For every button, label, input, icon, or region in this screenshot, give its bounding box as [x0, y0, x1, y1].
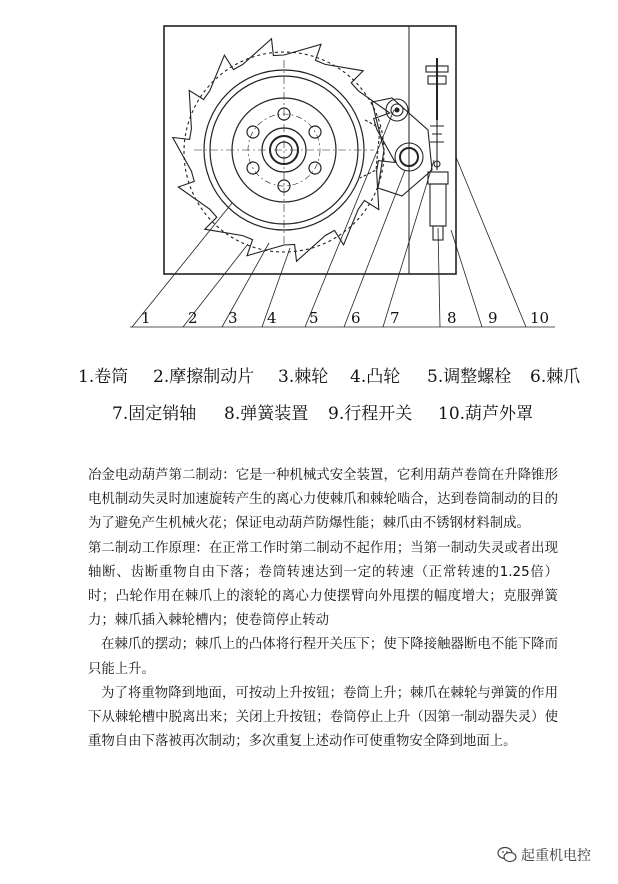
leader-lines	[130, 110, 555, 327]
callout-2: 2	[188, 309, 198, 327]
legend-item-limit-switch: 9.行程开关	[328, 404, 413, 424]
callout-7: 7	[390, 309, 400, 327]
legend-item-drum: 1.卷筒	[78, 367, 129, 387]
callout-6: 6	[351, 309, 361, 327]
callout-1: 1	[141, 309, 151, 327]
callout-8: 8	[447, 309, 457, 327]
callout-10: 10	[530, 309, 550, 327]
legend-item-pin: 7.固定销轴	[112, 404, 197, 424]
description-paragraph: 在棘爪的摆动；棘爪上的凸体将行程开关压下；使下降接触器断电不能下降而只能上升。	[88, 637, 558, 677]
legend-item-cam: 4.凸轮	[350, 367, 401, 387]
legend-item-ratchet: 3.棘轮	[278, 367, 329, 387]
description	[88, 464, 558, 754]
pawl-assembly	[360, 98, 432, 196]
spring-device	[426, 58, 448, 240]
legend-item-pawl: 6.棘爪	[530, 367, 581, 387]
description-paragraph: 为了将重物降到地面，可按动上升按钮；卷筒上升；棘爪在棘轮与弹簧的作用下从棘轮槽中脱离出来；关闭上升按钮；卷筒停止上升（因第一制动器失灵）使重物自由下落被再次制动；多次重复上述动作可使重物安全降到地面上。	[88, 685, 558, 750]
description-paragraph: 冶金电动葫芦第二制动：它是一种机械式安全装置，它利用葫芦卷筒在升降锥形电机制动失灵时加速旋转产生的离心力使棘爪和棘轮啮合，达到卷筒制动的目的为了避免产生机械火花；保证电动葫芦防爆性能；棘爪由不锈钢材料制成。	[88, 468, 558, 532]
callout-4: 4	[267, 309, 277, 327]
legend-item-cover: 10.葫芦外罩	[438, 404, 534, 424]
mechanism-drawing	[0, 0, 618, 340]
callout-9: 9	[488, 309, 498, 327]
callout-5: 5	[309, 309, 319, 327]
legend-item-friction-pad: 2.摩擦制动片	[153, 367, 255, 387]
description-paragraph: 第二制动工作原理：在正常工作时第二制动不起作用；当第一制动失灵或者出现轴断、齿断重物自由下落；卷筒转速达到一定的转速（正常转速的1.25倍）时；凸轮作用在棘爪上的滚轮的离心力使摆臂向外甩摆的幅度增大；克服弹簧力；棘爪插入棘轮槽内；使卷筒停止转动	[88, 540, 558, 629]
watermark	[497, 845, 591, 865]
callout-3: 3	[228, 309, 238, 327]
wechat-icon	[497, 846, 517, 864]
watermark-text: 起重机电控	[521, 848, 591, 864]
legend-item-spring: 8.弹簧装置	[224, 404, 309, 424]
legend-item-adjust-bolt: 5.调整螺栓	[427, 367, 512, 387]
